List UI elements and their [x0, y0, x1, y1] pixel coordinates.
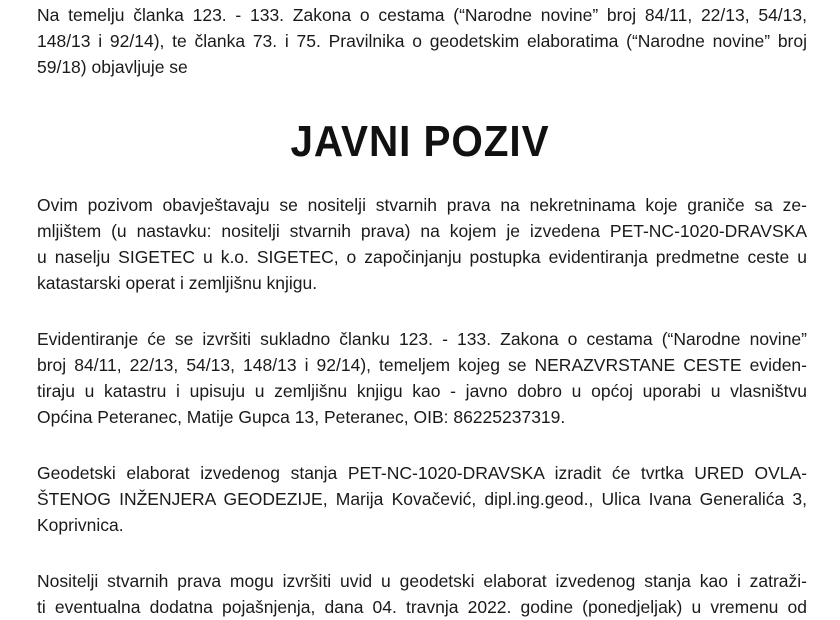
- paragraph-line: ti eventualna dodatna pojašnjenja, dana 04. travnja 2022. godine (ponedjeljak) u vremenu od: [37, 597, 807, 617]
- paragraph-line: Općina Peteranec, Matije Gupca 13, Peteranec, OIB: 86225237319.: [37, 407, 566, 427]
- paragraph-surveyor: [37, 460, 807, 538]
- paragraph-line: Koprivnica.: [37, 515, 124, 535]
- paragraph-line: Geodetski elaborat izvedenog stanja PET-NC-1020-DRAVSKA izradit će tvrtka URED OVLA-: [37, 463, 807, 483]
- paragraph-line: Nositelji stvarnih prava mogu izvršiti uvid u geodetski elaborat izvedenog stanja kao i zatraži-: [37, 571, 807, 591]
- paragraph-line: broj 84/11, 22/13, 54/13, 148/13 i 92/14), temeljem kojeg se NERAZVRSTANE CESTE eviden-: [37, 355, 807, 375]
- paragraph-line: ŠTENOG INŽENJERA GEODEZIJE, Marija Kovačević, dipl.ing.geod., Ulica Ivana Generalića 3,: [37, 489, 807, 509]
- paragraph-registration: [37, 326, 807, 430]
- paragraph-line: u naselju SIGETEC u k.o. SIGETEC, o započinjanju postupka evidentiranja predmetne ceste u: [37, 247, 807, 267]
- paragraph-line: Evidentiranje će se izvršiti sukladno članku 123. - 133. Zakona o cestama (“Narodne novine”: [37, 329, 807, 349]
- intro-line: 148/13 i 92/14), te članka 73. i 75. Pravilnika o geodetskim elaboratima (“Narodne novine” broj: [37, 31, 807, 51]
- paragraph-line: mljištem (u nastavku: nositelji stvarnih prava) na kojem je izvedena PET-NC-1020-DRAVSKA: [37, 221, 807, 241]
- paragraph-line: katastarski operat i zemljišnu knjigu.: [37, 273, 318, 293]
- paragraph-notification: [37, 192, 807, 296]
- paragraph-inspection: [37, 568, 807, 620]
- paragraph-line: Ovim pozivom obavještavaju se nositelji stvarnih prava na nekretninama koje graniče sa ze-: [37, 195, 807, 215]
- intro-line: 59/18) objavljuje se: [37, 57, 188, 77]
- intro-line: Na temelju članka 123. - 133. Zakona o cestama (“Narodne novine” broj 84/11, 22/13, 54/13,: [37, 5, 807, 25]
- intro-paragraph: [37, 2, 807, 80]
- notice-title: JAVNI POZIV: [290, 117, 550, 166]
- paragraph-line: tiraju u katastru i upisuju u zemljišnu knjigu kao - javno dobro u općoj uporabi u vlasništvu: [37, 381, 807, 401]
